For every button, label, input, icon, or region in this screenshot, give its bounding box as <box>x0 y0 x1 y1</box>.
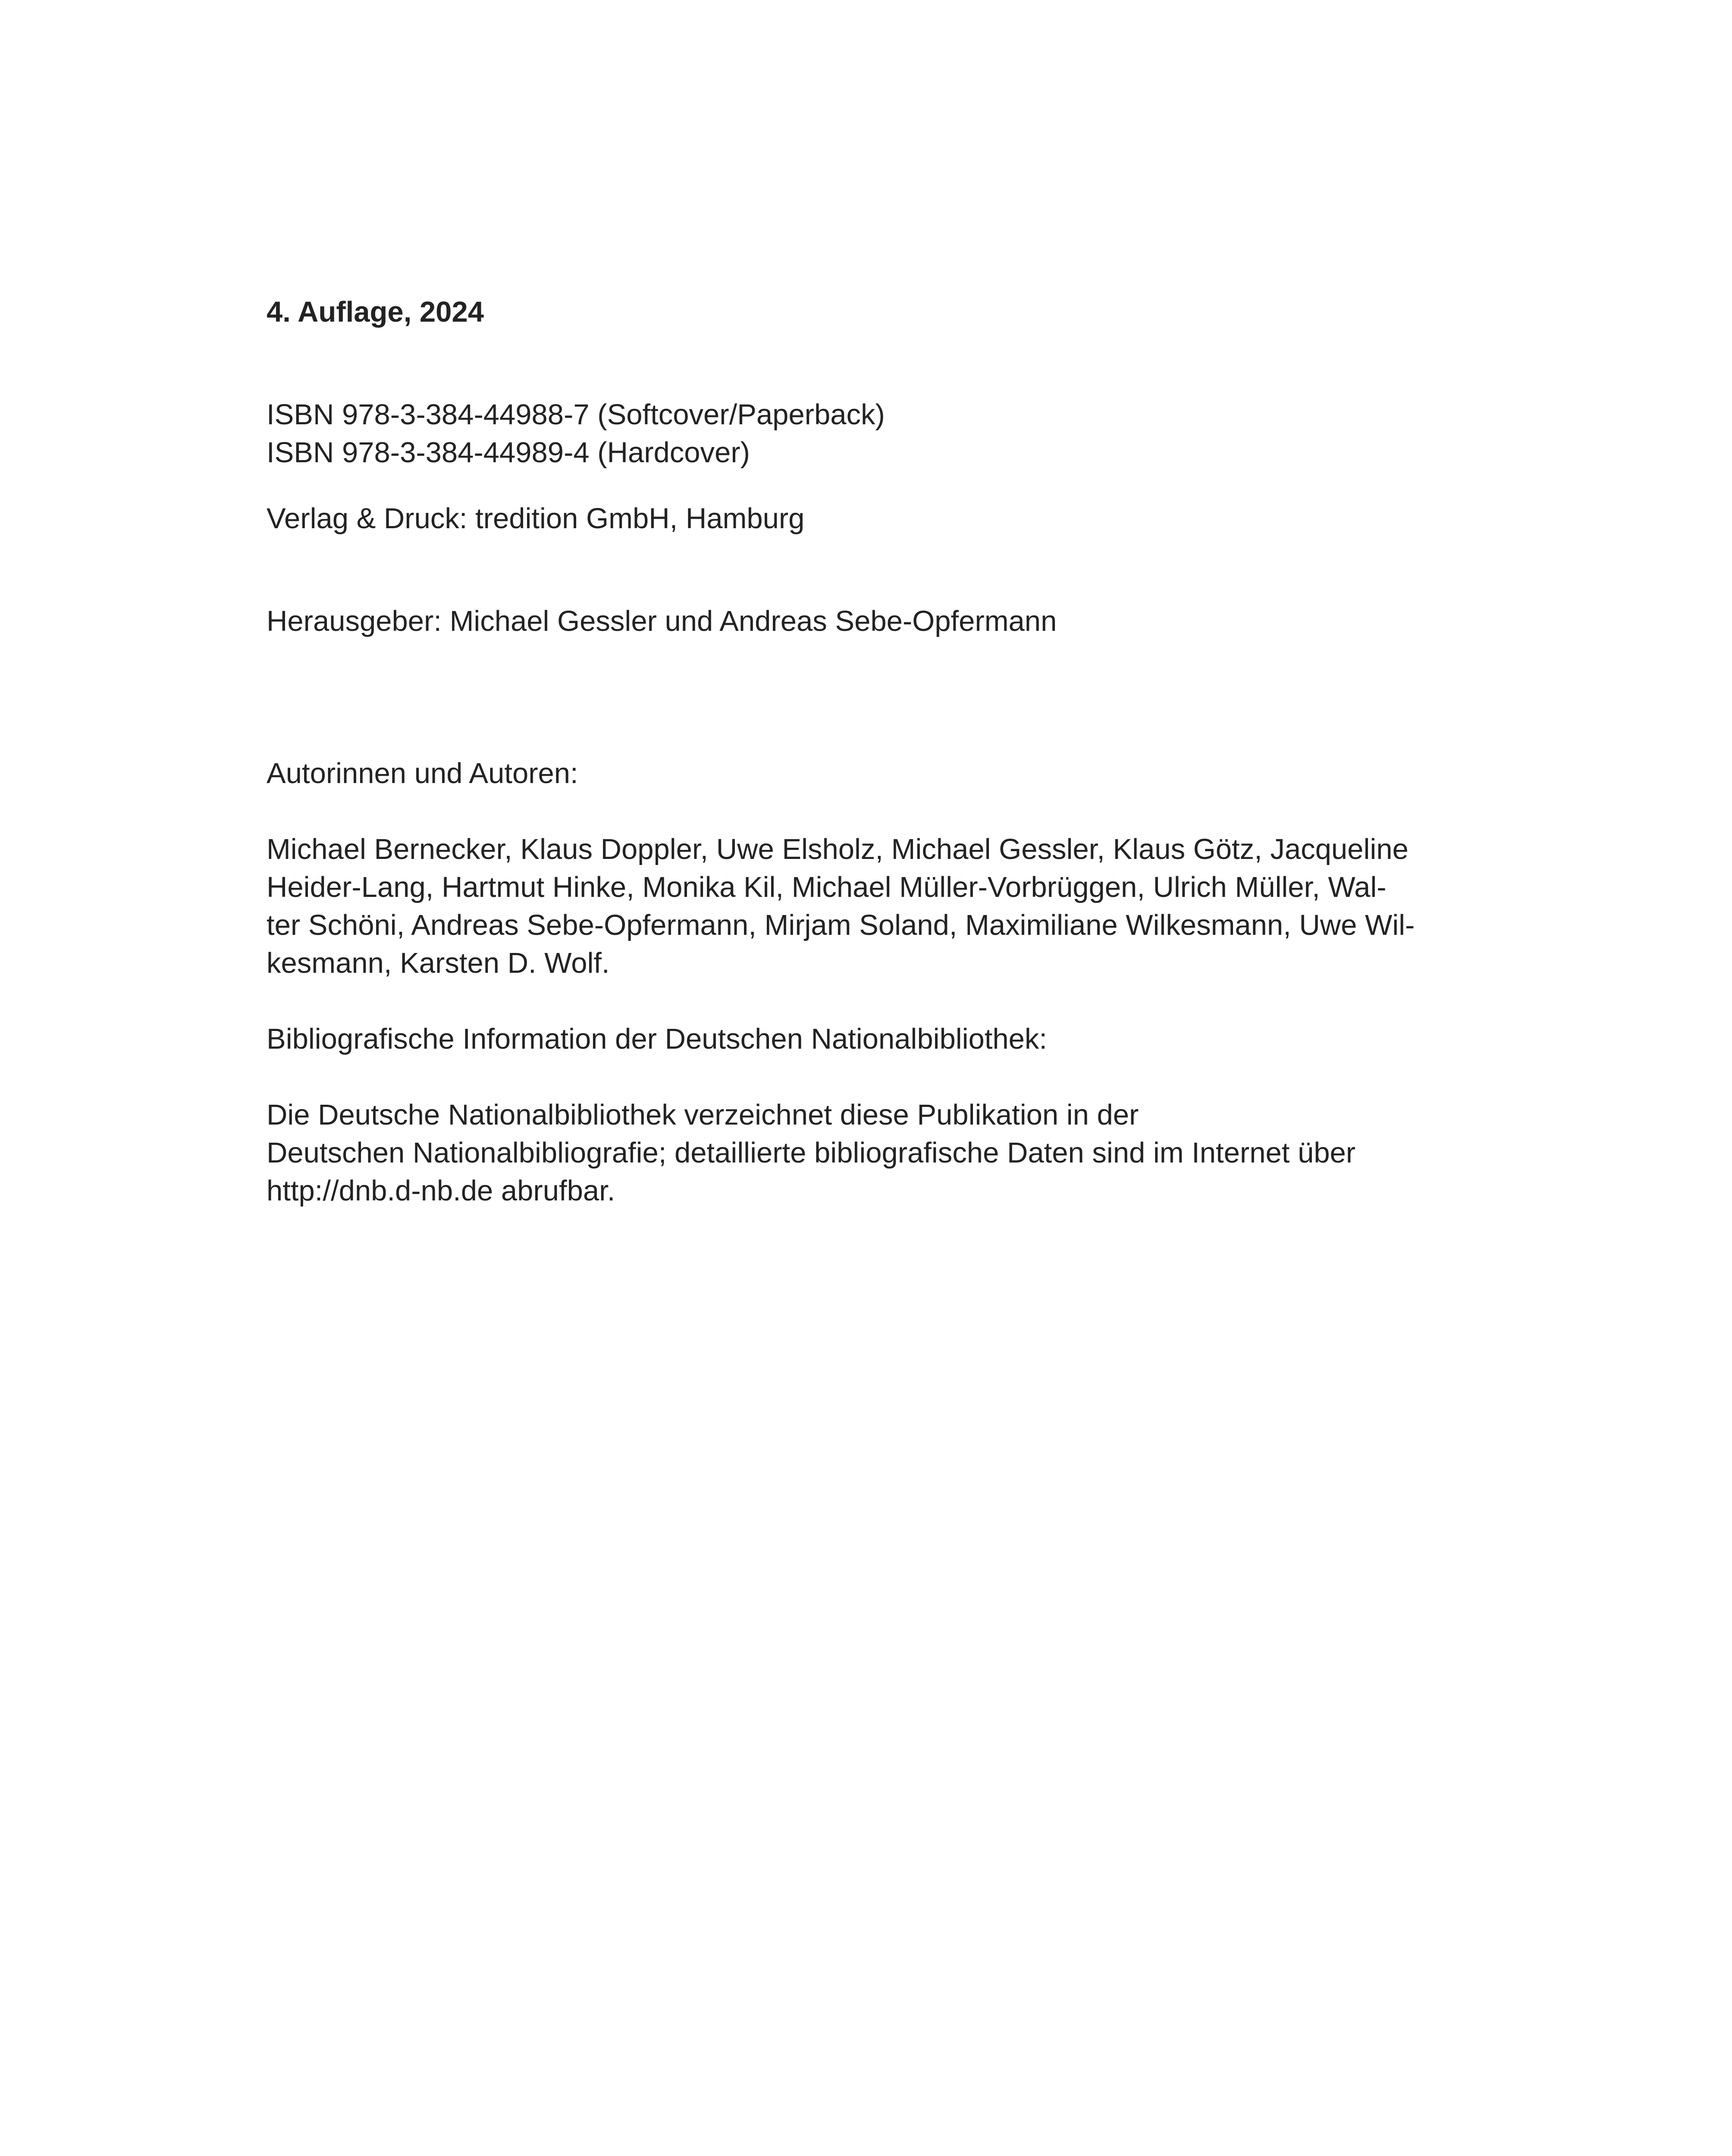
isbn-hardcover: ISBN 978-3-384-44989-4 (Hardcover) <box>267 436 750 469</box>
imprint-content <box>267 293 1487 1210</box>
isbn-softcover: ISBN 978-3-384-44988-7 (Softcover/Paperback) <box>267 398 885 431</box>
publisher-line: Verlag & Druck: tredition GmbH, Hamburg <box>267 502 805 535</box>
authors-line: Heider-Lang, Hartmut Hinke, Monika Kil, Michael Müller-Vorbrüggen, Ulrich Müller, Wal- <box>267 871 1387 903</box>
isbn-block <box>267 396 1487 472</box>
edition-line: 4. Auflage, 2024 <box>267 296 484 328</box>
authors-line: ter Schöni, Andreas Sebe-Opfermann, Mirjam Soland, Maximiliane Wilkesmann, Uwe Wil- <box>267 909 1415 941</box>
authors-line: kesmann, Karsten D. Wolf. <box>267 947 610 979</box>
authors-list <box>267 830 1478 982</box>
authors-heading: Autorinnen und Autoren: <box>267 757 578 790</box>
bibliographic-line: Deutschen Nationalbibliografie; detaillierte bibliografische Daten sind im Internet über <box>267 1137 1356 1169</box>
bibliographic-line: Die Deutsche Nationalbibliothek verzeichnet diese Publikation in der <box>267 1099 1139 1131</box>
editors-line: Herausgeber: Michael Gessler und Andreas Sebe-Opfermann <box>267 605 1057 637</box>
bibliographic-text <box>267 1096 1487 1210</box>
bibliographic-heading: Bibliografische Information der Deutschen Nationalbibliothek: <box>267 1023 1048 1055</box>
authors-line: Michael Bernecker, Klaus Doppler, Uwe Elsholz, Michael Gessler, Klaus Götz, Jacqueline <box>267 833 1409 865</box>
bibliographic-line: http://dnb.d-nb.de abrufbar. <box>267 1175 615 1207</box>
